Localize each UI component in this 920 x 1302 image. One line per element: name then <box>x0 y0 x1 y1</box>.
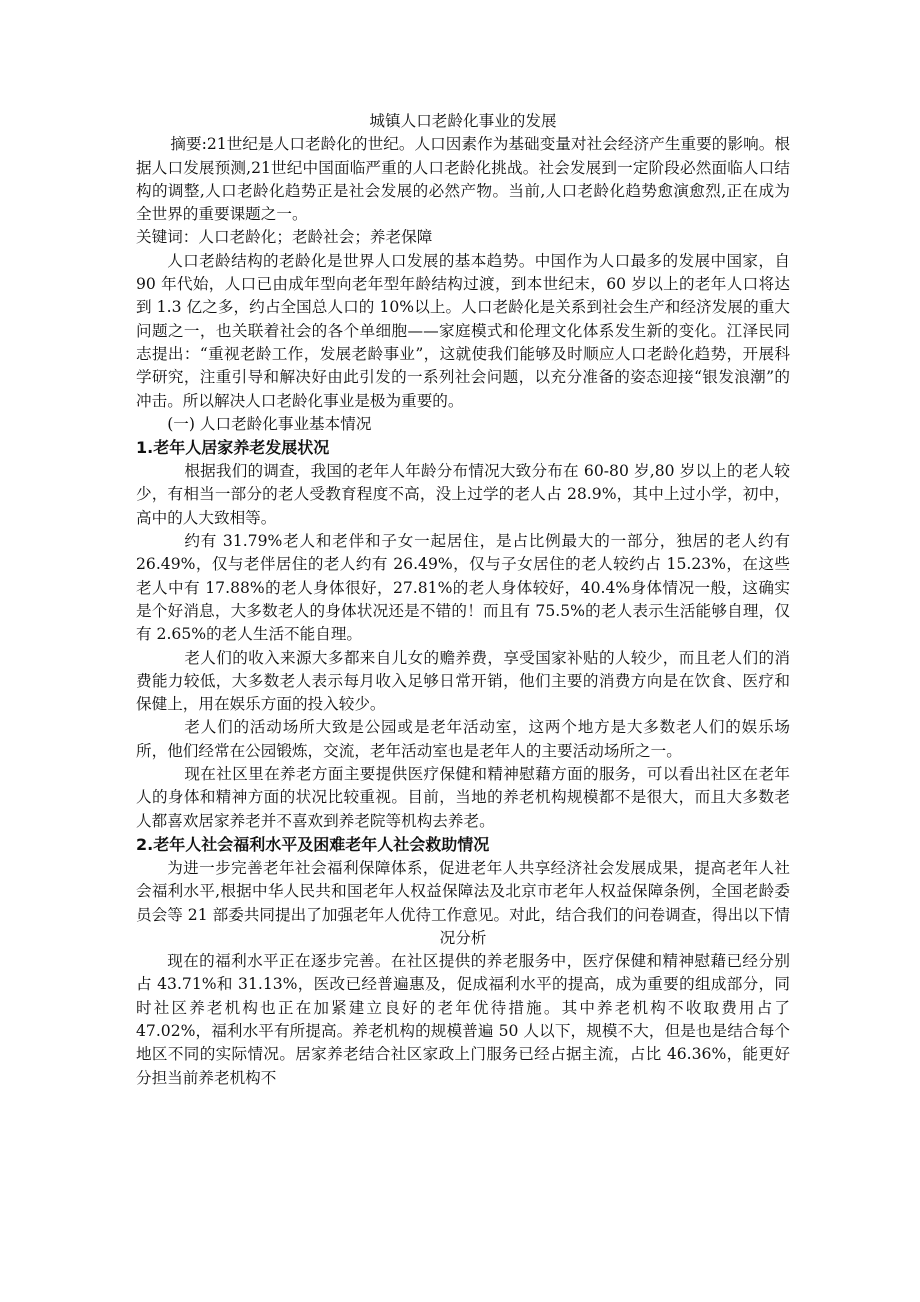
document-page <box>136 110 790 1090</box>
keywords-line: 关键词：人口老龄化；老龄社会；养老保障 <box>136 228 433 247</box>
intro-paragraph: 人口老龄结构的老龄化是世界人口发展的基本趋势。中国作为人口最多的发展中国家，自 90 年代始，人口已由成年型向老年型年龄结构过渡，到本世纪末，60 岁以上的老年人口将达到 1.3 亿之多，约占全国总人口的 10%以上。人口老龄化是关系到社会生产和经济发展的重大问题之一，也关联着社会的各个单细胞——家庭模式和伦理文化体系发生新的变化。江泽民同志提出：“重视老龄工作，发展老龄事业”，这就使我们能够及时顺应人口老龄化趋势，开展科学研究，注重引导和解决好由此引发的一系列社会问题，以充分准备的姿态迎接“银发浪潮”的冲击。所以解决人口老龄化事业是极为重要的。 <box>136 251 790 410</box>
paragraph-age-distribution: 根据我们的调查，我国的老年人年龄分布情况大致分布在 60-80 岁,80 岁以上的老人较少，有相当一部分的老人受教育程度不高，没上过学的老人占 28.9%，其中上过小学，初中，高中的人大致相等。 <box>136 462 790 527</box>
document-title: 城镇人口老龄化事业的发展 <box>369 112 557 130</box>
paragraph-welfare-level: 现在的福利水平正在逐步完善。在社区提供的养老服务中，医疗保健和精神慰藉已经分别占 43.71%和 31.13%，医改已经普遍惠及，促成福利水平的提高，成为重要的组成部分，同时社区养老机构也正在加紧建立良好的老年优待措施。其中养老机构不收取费用占了 47.02%，福利水平有所提高。养老机构的规模普遍 50 人以下，规模不大，但是也是结合每个地区不同的实际情况。居家养老结合社区家政上门服务已经占据主流，占比 46.36%，能更好分担当前养老机构不 <box>136 952 790 1087</box>
section-label: (一) 人口老龄化事业基本情况 <box>167 414 372 433</box>
paragraph-activity-places: 老人们的活动场所大致是公园或是老年活动室，这两个地方是大多数老人们的娱乐场所，他们经常在公园锻炼，交流，老年活动室也是老年人的主要活动场所之一。 <box>136 718 790 760</box>
paragraph-community-services: 现在社区里在养老方面主要提供医疗保健和精神慰藉方面的服务，可以看出社区在老年人的身体和精神方面的状况比较重视。目前，当地的养老机构规模都不是很大，而且大多数老人都喜欢居家养老并不喜欢到养老院等机构去养老。 <box>136 765 790 830</box>
paragraph-living-arrangements: 约有 31.79%老人和老伴和子女一起居住，是占比例最大的一部分，独居的老人约有 26.49%，仅与老伴居住的老人约有 26.49%，仅与子女居住的老人较约占 15.23%，在这些老人中有 17.88%的老人身体很好，27.81%的老人身体较好，40.4%身体情况一般，这确实是个好消息，大多数老人的身体状况还是不错的！而且有 75.5%的老人表示生活能够自理，仅有 2.65%的老人生活不能自理。 <box>136 532 790 644</box>
paragraph-welfare-policy: 为进一步完善老年社会福利保障体系，促进老年人共享经济社会发展成果，提高老年人社会福利水平,根据中华人民共和国老年人权益保障法及北京市老年人权益保障条例，全国老龄委员会等 21 部委共同提出了加强老年人优待工作意见。对此，结合我们的问卷调查，得出以下情况分析 <box>136 858 790 947</box>
heading-home-care: 1.老年人居家养老发展状况 <box>136 438 330 458</box>
heading-social-welfare: 2.老年人社会福利水平及困难老年人社会救助情况 <box>136 834 490 854</box>
paragraph-income: 老人们的收入来源大多都来自儿女的赡养费，享受国家补贴的人较少，而且老人们的消费能力较低，大多数老人表示每月收入足够日常开销，他们主要的消费方向是在饮食、医疗和保健上，用在娱乐方面的投入较少。 <box>136 648 790 714</box>
abstract-paragraph: 摘要:21世纪是人口老龄化的世纪。人口因素作为基础变量对社会经济产生重要的影响。根据人口发展预测,21世纪中国面临严重的人口老龄化挑战。社会发展到一定阶段必然面临人口结构的调整,人口老龄化趋势正是社会发展的必然产物。当前,人口老龄化趋势愈演愈烈,正在成为全世界的重要课题之一。 <box>136 135 790 224</box>
